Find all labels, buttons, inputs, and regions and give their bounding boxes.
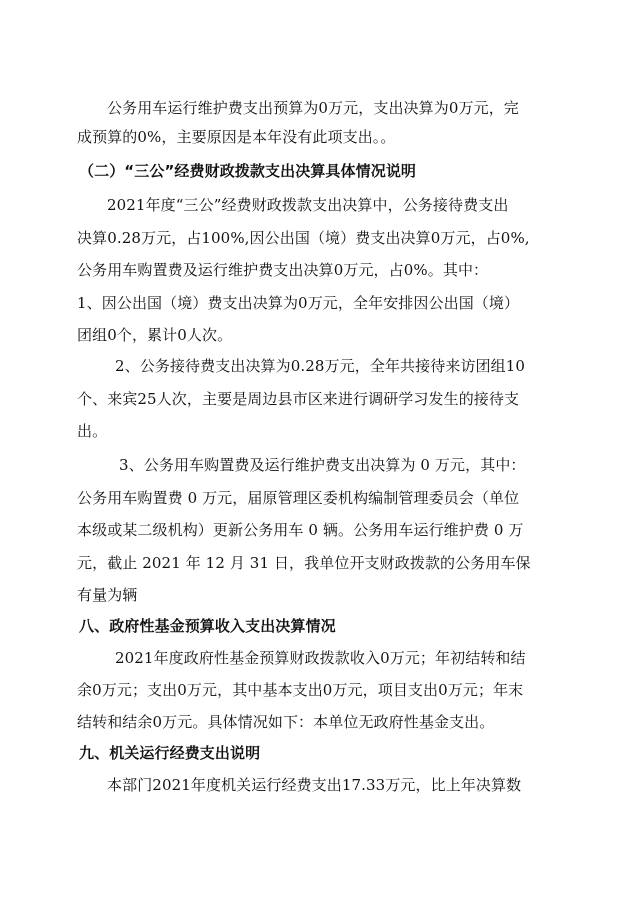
paragraph-line: 团组0个，累计0人次。 bbox=[77, 326, 233, 344]
section-heading-sangong: （二）“三公”经费财政拨款支出决算具体情况说明 bbox=[79, 162, 417, 180]
paragraph-line: 2021年度“三公”经费财政拨款支出决算中，公务接待费支出 bbox=[107, 196, 509, 214]
paragraph-line: 决算0.28万元，占100%,因公出国（境）费支出决算0万元，占0%, bbox=[77, 229, 530, 247]
paragraph-line: 个、来宾25人次，主要是周边县市区来进行调研学习发生的接待支 bbox=[77, 390, 520, 408]
paragraph-line: 出。 bbox=[77, 422, 108, 440]
paragraph-line: 有量为辆 bbox=[77, 586, 138, 604]
paragraph-line: 元，截止 2021 年 12 月 31 日，我单位开支财政拨款的公务用车保 bbox=[77, 554, 531, 572]
paragraph-line: 成预算的0%，主要原因是本年没有此项支出。。 bbox=[77, 128, 396, 146]
paragraph-line: 结转和结余0万元。具体情况如下：本单位无政府性基金支出。 bbox=[77, 713, 495, 731]
paragraph-line: 本级或某二级机构）更新公务用车 0 辆。公务用车运行维护费 0 万 bbox=[77, 521, 524, 539]
paragraph-line: 2、公务接待费支出决算为0.28万元，全年共接待来访团组10 bbox=[115, 357, 526, 375]
section-heading-operations: 九、机关运行经费支出说明 bbox=[79, 744, 261, 762]
paragraph-line: 本部门2021年度机关运行经费支出17.33万元，比上年决算数 bbox=[107, 776, 522, 794]
paragraph-line: 2021年度政府性基金预算财政拨款收入0万元；年初结转和结 bbox=[115, 649, 526, 667]
paragraph-line: 1、因公出国（境）费支出决算为0万元，全年安排因公出国（境） bbox=[77, 294, 520, 312]
paragraph-line: 公务用车购置费 0 万元，届原管理区委机构编制管理委员会（单位 bbox=[77, 489, 520, 507]
paragraph-line: 余0万元；支出0万元，其中基本支出0万元，项目支出0万元；年末 bbox=[77, 681, 524, 699]
section-heading-fund: 八、政府性基金预算收入支出决算情况 bbox=[79, 617, 336, 635]
paragraph-line: 公务用车运行维护费支出预算为0万元，支出决算为0万元，完 bbox=[107, 99, 519, 117]
paragraph-line: 公务用车购置费及运行维护费支出决算0万元，占0%。其中： bbox=[77, 261, 489, 279]
paragraph-line: 3、公务用车购置费及运行维护费支出决算为 0 万元，其中： bbox=[119, 456, 526, 474]
